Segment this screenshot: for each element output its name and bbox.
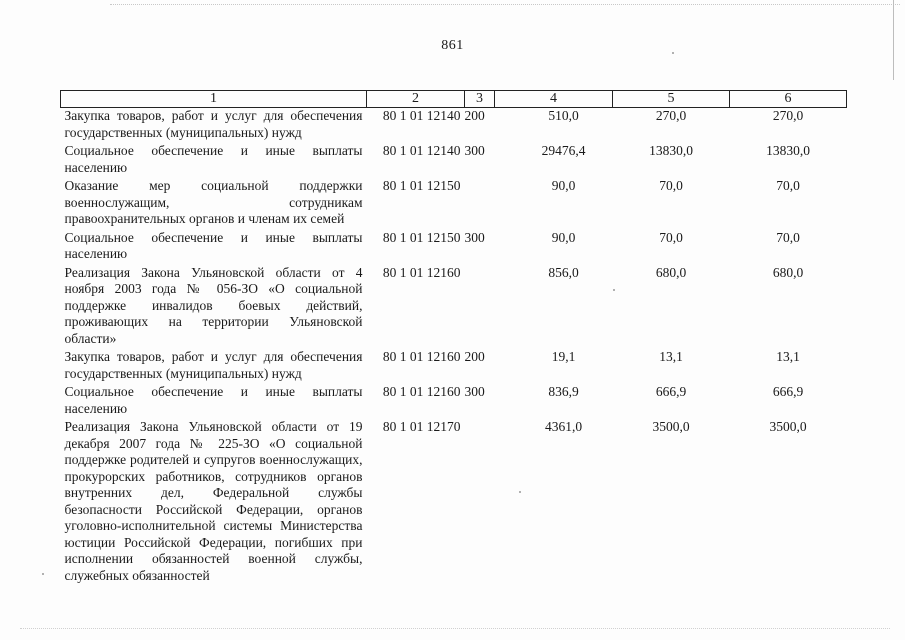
row-type: 300 (464, 384, 485, 399)
header-col-5: 5 (613, 91, 730, 108)
row-value-4: 90,0 (551, 178, 576, 193)
page-number: 861 (441, 38, 464, 53)
row-value-4: 4361,0 (544, 419, 583, 434)
budget-table (60, 90, 847, 586)
row-name: Социальное обеспечение и иные выплаты населению (64, 229, 363, 261)
table-row (61, 143, 847, 178)
row-value-6: 3500,0 (769, 419, 807, 434)
row-value-4: 29476,4 (541, 143, 586, 158)
row-value-5: 70,0 (659, 178, 683, 193)
row-name: Закупка товаров, работ и услуг для обеспечения государственных (муниципальных) нужд (64, 108, 363, 140)
row-name: Закупка товаров, работ и услуг для обеспечения государственных (муниципальных) нужд (64, 349, 363, 381)
row-code: 80 1 01 12140 (382, 143, 461, 158)
row-value-5: 270,0 (655, 108, 687, 123)
row-value-4: 510,0 (548, 108, 579, 123)
row-code: 80 1 01 12160 (382, 384, 461, 399)
row-value-6: 70,0 (776, 178, 800, 193)
scan-artifact-top (110, 4, 900, 5)
row-name: Реализация Закона Ульяновской области от 19 декабря 2007 года № 225-ЗО «О социальной поддержке родителей и супругов военнослужащих, прокурорских работников, сотрудников органов внутренних дел, Федеральной службы безопасности Российской Федерации, органов уголовно-исполнительной системы Министерства юстиции Российской Федерации, погибших при исполнении обязанностей военной службы, служебных обязанностей (64, 419, 363, 583)
row-name: Социальное обеспечение и иные выплаты населению (64, 384, 363, 416)
row-value-4: 19,1 (551, 349, 576, 364)
row-value-4: 90,0 (551, 229, 576, 245)
table-row (61, 419, 847, 586)
table-header (61, 91, 847, 108)
header-col-1: 1 (61, 91, 367, 108)
row-value-6: 270,0 (772, 108, 804, 123)
row-type: 200 (464, 108, 485, 123)
row-value-6: 13830,0 (766, 143, 810, 158)
row-value-6: 680,0 (772, 264, 804, 280)
table-row (61, 108, 847, 144)
row-value-5: 680,0 (655, 264, 687, 280)
table-row (61, 349, 847, 384)
row-type (465, 178, 495, 230)
row-value-6: 13,1 (776, 349, 800, 364)
table-row (61, 230, 847, 265)
row-value-6: 666,9 (772, 384, 804, 399)
header-col-3: 3 (465, 91, 495, 108)
row-type: 300 (464, 229, 485, 245)
header-row (61, 91, 847, 108)
row-code: 80 1 01 12150 (382, 178, 461, 193)
row-value-5: 13,1 (659, 349, 683, 364)
scan-artifact-bottom (20, 628, 890, 629)
header-col-6: 6 (730, 91, 847, 108)
row-code: 80 1 01 12150 (382, 229, 461, 245)
row-code: 80 1 01 12160 (382, 264, 461, 280)
row-code: 80 1 01 12170 (382, 419, 461, 434)
table-row (61, 265, 847, 350)
row-value-6: 70,0 (776, 229, 800, 245)
row-value-5: 3500,0 (652, 419, 690, 434)
row-type: 300 (464, 143, 485, 158)
row-type (465, 419, 495, 586)
header-col-2: 2 (367, 91, 465, 108)
row-type (465, 265, 495, 350)
row-value-5: 13830,0 (649, 143, 693, 158)
header-col-4: 4 (495, 91, 613, 108)
row-value-4: 856,0 (548, 264, 579, 280)
row-code: 80 1 01 12140 (382, 108, 461, 123)
table-row (61, 384, 847, 419)
scan-speck (42, 573, 44, 575)
row-value-5: 666,9 (655, 384, 687, 399)
row-name: Оказание мер социальной поддержки военнослужащим, сотрудникам правоохранительных органов и членам их семей (64, 178, 363, 226)
row-name: Социальное обеспечение и иные выплаты населению (64, 143, 363, 175)
table-body (61, 108, 847, 587)
row-type: 200 (464, 349, 485, 364)
row-name: Реализация Закона Ульяновской области от 4 ноября 2003 года № 056-ЗО «О социальной поддержке инвалидов боевых действий, проживающих на территории Ульяновской области» (64, 264, 363, 346)
row-value-5: 70,0 (659, 229, 683, 245)
row-code: 80 1 01 12160 (382, 349, 461, 364)
row-value-4: 836,9 (548, 384, 579, 399)
table-row (61, 178, 847, 230)
